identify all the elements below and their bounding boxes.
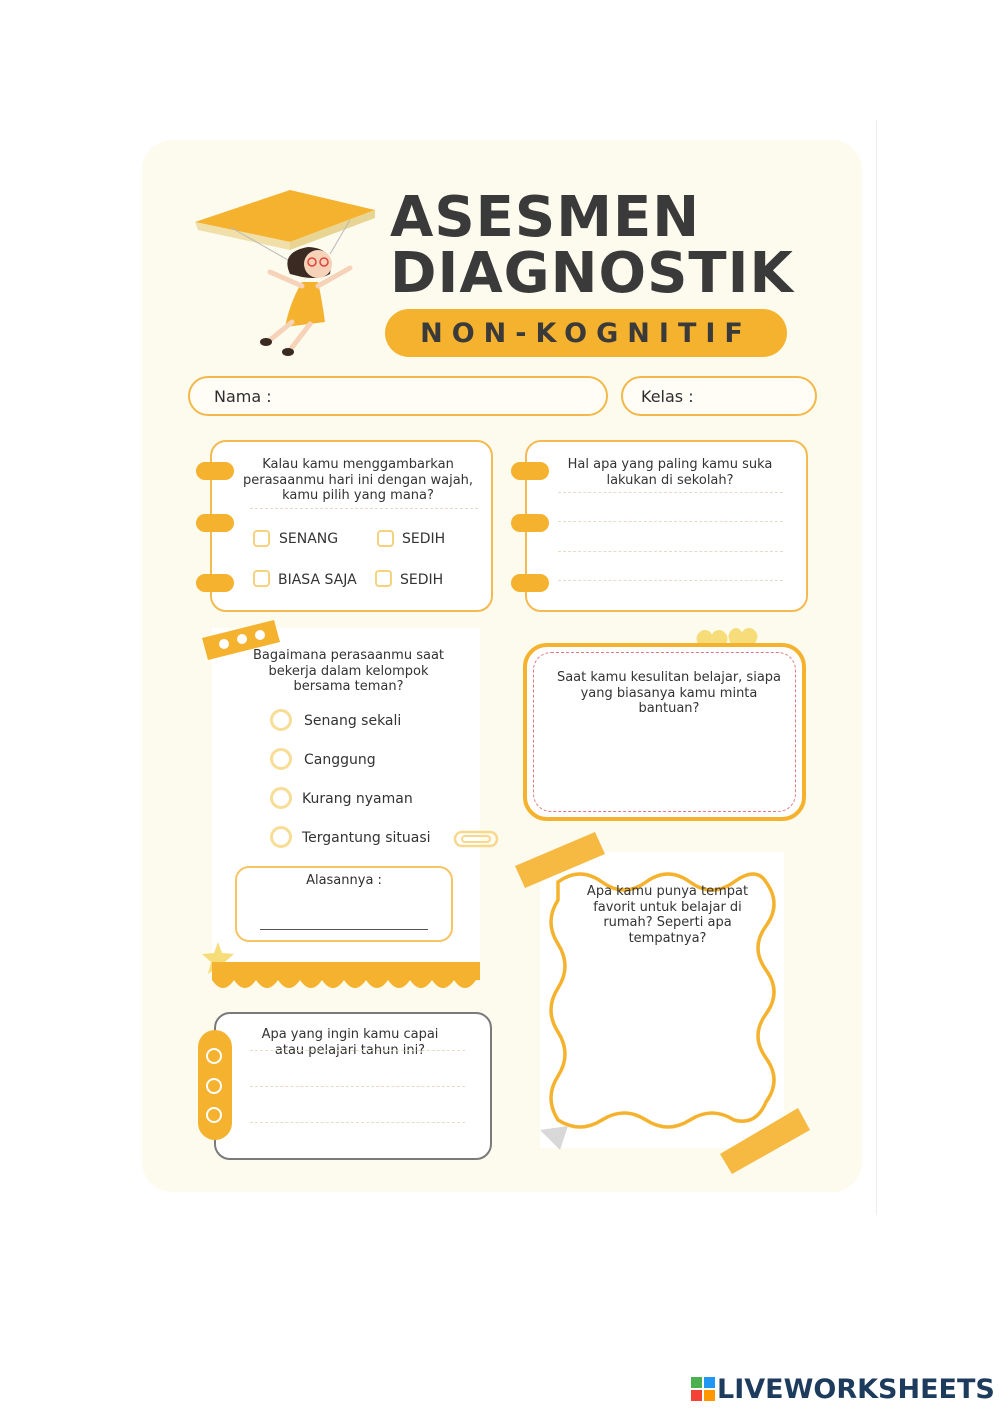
- binder-ring: [206, 1107, 222, 1123]
- binder-ring: [206, 1078, 222, 1094]
- option-label: Canggung: [304, 752, 376, 768]
- binder-tab: [511, 462, 549, 480]
- class-field[interactable]: [621, 376, 817, 416]
- q2-question: Hal apa yang paling kamu suka lakukan di sekolah?: [567, 457, 773, 488]
- page-curl-icon: [540, 1126, 570, 1152]
- answer-line[interactable]: [558, 521, 783, 522]
- q6-question: Apa yang ingin kamu capai atau pelajari tahun ini?: [261, 1027, 439, 1058]
- subtitle-text: NON-KOGNITIF: [420, 317, 752, 349]
- radio-senang-sekali[interactable]: [270, 709, 292, 731]
- liveworksheets-logo-icon: [691, 1377, 715, 1401]
- binder-ring: [206, 1048, 222, 1064]
- checkbox-biasa-saja[interactable]: [253, 570, 270, 587]
- subtitle-pill: [385, 309, 787, 357]
- answer-line[interactable]: [558, 492, 783, 493]
- dotted-line: [250, 508, 478, 509]
- answer-line[interactable]: [250, 1050, 465, 1051]
- option-label: Kurang nyaman: [302, 791, 413, 807]
- option-label: SEDIH: [402, 531, 446, 547]
- reason-input-line[interactable]: [260, 929, 428, 930]
- option-label: SEDIH: [400, 572, 444, 588]
- checkbox-sedih-2[interactable]: [375, 570, 392, 587]
- class-label: Kelas :: [641, 386, 694, 406]
- binder-tab: [196, 462, 234, 480]
- girl-with-book-illustration: [190, 182, 380, 357]
- page-edge-line: [876, 120, 877, 1215]
- title-line-2: DIAGNOSTIK: [390, 241, 794, 306]
- answer-line[interactable]: [250, 1122, 465, 1123]
- radio-kurang-nyaman[interactable]: [270, 787, 292, 809]
- binder-tab: [196, 514, 234, 532]
- radio-canggung[interactable]: [270, 748, 292, 770]
- paperclip-icon: [452, 828, 500, 850]
- q3-question: Bagaimana perasaanmu saat bekerja dalam kelompok bersama teman?: [252, 648, 445, 694]
- q1-question: Kalau kamu menggambarkan perasaanmu hari ini dengan wajah, kamu pilih yang mana?: [242, 457, 474, 503]
- binder-tab: [196, 574, 234, 592]
- reason-label: Alasannya :: [306, 873, 382, 888]
- answer-line[interactable]: [558, 580, 783, 581]
- checkbox-sedih[interactable]: [377, 530, 394, 547]
- title-line-1: ASESMEN: [390, 185, 701, 250]
- scalloped-border: [212, 962, 480, 994]
- liveworksheets-brand: LIVEWORKSHEETS: [717, 1374, 995, 1405]
- radio-tergantung-situasi[interactable]: [270, 826, 292, 848]
- answer-line[interactable]: [250, 1086, 465, 1087]
- option-label: Senang sekali: [304, 713, 402, 729]
- option-label: BIASA SAJA: [278, 572, 357, 588]
- tape-top-left: [515, 828, 607, 892]
- option-label: SENANG: [279, 531, 339, 547]
- binder-tab: [511, 514, 549, 532]
- answer-line[interactable]: [558, 551, 783, 552]
- tape-bottom-right: [720, 1104, 812, 1176]
- q5-question: Apa kamu punya tempat favorit untuk belajar di rumah? Seperti apa tempatnya?: [586, 884, 749, 946]
- name-label: Nama :: [214, 386, 272, 406]
- name-field[interactable]: [188, 376, 608, 416]
- checkbox-senang[interactable]: [253, 530, 270, 547]
- q4-question: Saat kamu kesulitan belajar, siapa yang biasanya kamu minta bantuan?: [556, 670, 782, 716]
- option-label: Tergantung situasi: [302, 830, 431, 846]
- binder-tab: [511, 574, 549, 592]
